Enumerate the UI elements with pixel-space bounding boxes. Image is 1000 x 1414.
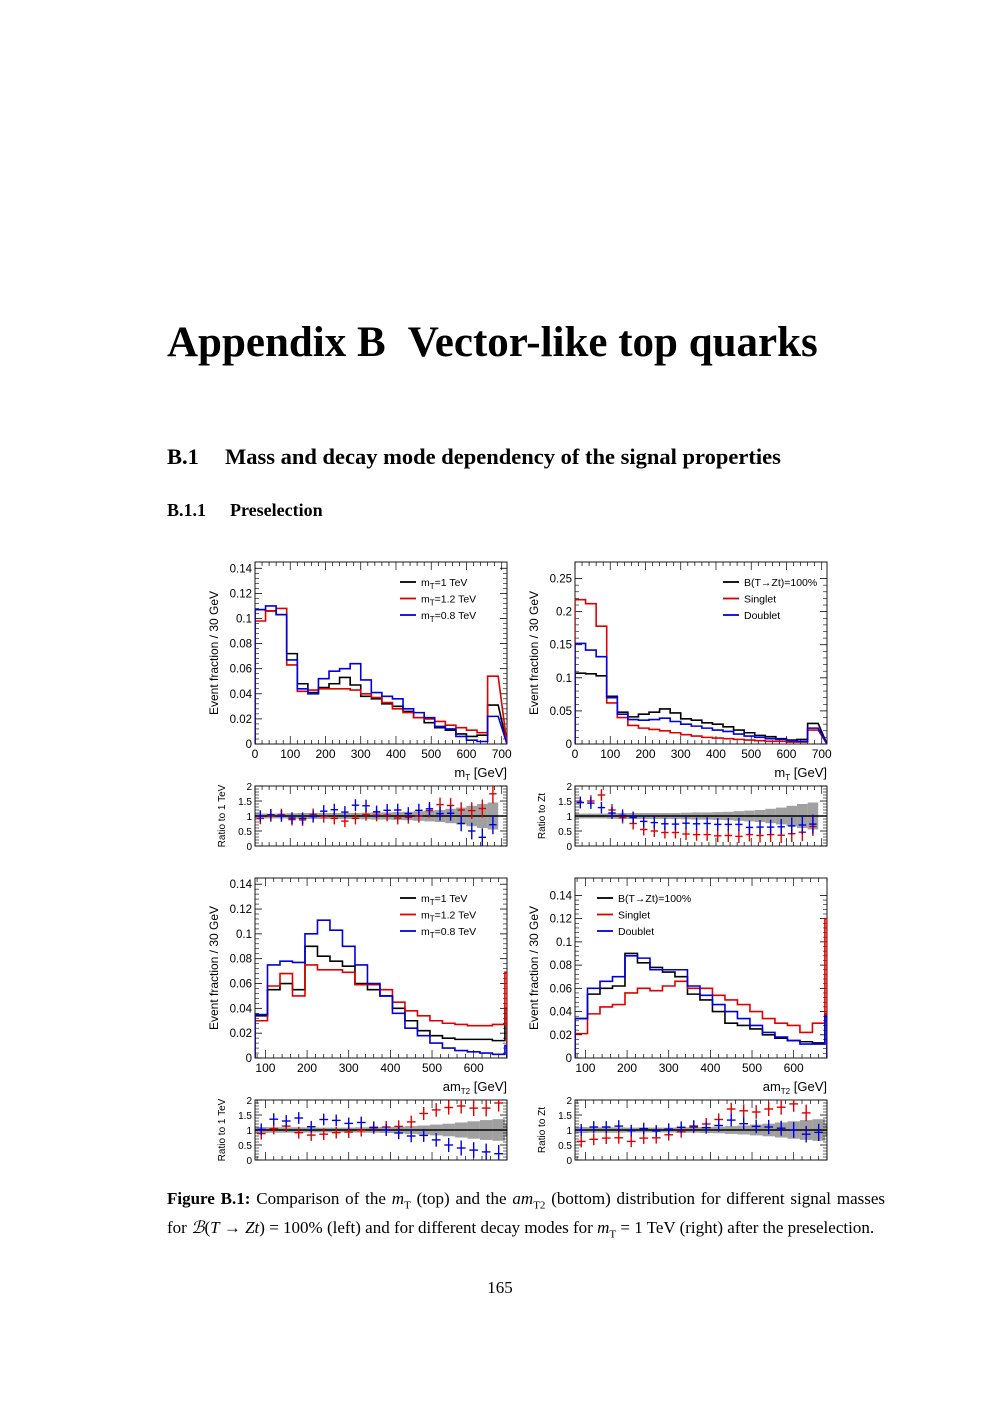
y-tick-label: 2 [246, 782, 252, 793]
x-tick-label: 300 [338, 1061, 359, 1075]
y-axis-title: Event fraction / 30 GeV [527, 590, 541, 716]
y-tick-label: 1.5 [238, 1111, 252, 1122]
chart-bottom-right [527, 878, 827, 1096]
x-tick-label: 700 [491, 747, 512, 761]
x-tick-label: 300 [658, 1061, 679, 1075]
x-tick-label: 400 [700, 1061, 721, 1075]
y-tick-label: 0.14 [229, 879, 252, 892]
x-tick-label: 500 [741, 747, 762, 761]
y-axis-title: Event fraction / 30 GeV [207, 590, 221, 716]
x-tick-label: 400 [385, 747, 406, 761]
y-axis-title: Ratio to 1 TeV [217, 784, 228, 848]
x-tick-label: 300 [670, 747, 691, 761]
legend-entry: $m_T=0.8$ TeV [421, 926, 477, 940]
y-tick-label: 0.15 [549, 639, 572, 652]
legend-entry: B(T→Zt)=100% [618, 893, 692, 905]
x-tick-label: 600 [776, 747, 797, 761]
y-tick-label: 0 [245, 1053, 252, 1065]
x-axis-title: $am_{T2}$ [GeV] [442, 1079, 507, 1096]
y-axis-title: Ratio to Zt [537, 1106, 548, 1154]
y-tick-label: 0.25 [549, 573, 572, 586]
y-tick-label: 0.04 [229, 688, 252, 701]
y-tick-label: 0.12 [229, 904, 252, 917]
series-black-histogram [255, 610, 507, 744]
y-tick-label: 1 [246, 812, 252, 823]
y-tick-label: 0.12 [229, 588, 252, 601]
legend-entry: Singlet [618, 909, 651, 922]
legend-entry: $m_T=1.2$ TeV [421, 593, 477, 608]
y-tick-label: 0.06 [229, 978, 252, 991]
series-red-histogram [255, 608, 507, 744]
legend-entry: Doublet [744, 610, 781, 622]
y-tick-label: 1.5 [238, 797, 252, 808]
y-tick-label: 0.5 [238, 1141, 252, 1152]
x-tick-label: 200 [617, 1061, 638, 1075]
y-tick-label: 0 [565, 1053, 572, 1065]
y-tick-label: 1 [246, 1126, 252, 1137]
x-tick-label: 600 [456, 747, 477, 761]
chart-ratio-bottom-right [537, 1096, 836, 1167]
y-tick-label: 0.5 [558, 827, 572, 838]
y-axis-title: Event fraction / 30 GeV [527, 905, 541, 1031]
y-axis-title: Event fraction / 30 GeV [207, 905, 221, 1031]
subsection-name: Preselection [230, 500, 323, 520]
x-tick-label: 100 [280, 747, 301, 761]
chart-top-left [207, 562, 512, 782]
chart-ratio-top-right [537, 782, 827, 853]
x-axis-title: $m_T$ [GeV] [774, 765, 827, 782]
y-axis-title: Ratio to Zt [537, 792, 548, 840]
y-tick-label: 0.5 [238, 827, 252, 838]
x-tick-label: 100 [600, 747, 621, 761]
plot-frame [575, 878, 827, 1058]
y-tick-label: 0 [566, 842, 572, 853]
x-tick-label: 500 [422, 1061, 443, 1075]
y-tick-label: 2 [566, 1096, 572, 1107]
y-tick-label: 0 [246, 842, 252, 853]
y-tick-label: 0.06 [229, 663, 252, 676]
x-tick-label: 0 [251, 747, 259, 761]
x-axis-title: $am_{T2}$ [GeV] [762, 1079, 827, 1096]
x-tick-label: 400 [380, 1061, 401, 1075]
x-tick-label: 400 [705, 747, 726, 761]
chart-ratio-top-left [217, 782, 507, 853]
series-blue-histogram [575, 643, 827, 744]
legend-entry: $m_T=1.2$ TeV [421, 909, 477, 924]
x-tick-label: 100 [255, 1061, 276, 1075]
series-blue-histogram [255, 606, 507, 744]
chart-bottom-left [207, 878, 507, 1096]
section-title [167, 444, 781, 470]
y-tick-label: 2 [566, 782, 572, 793]
series-red-histogram [255, 965, 507, 1058]
x-axis-title: $m_T$ [GeV] [454, 765, 507, 782]
x-tick-label: 300 [350, 747, 371, 761]
x-tick-label: 500 [421, 747, 442, 761]
y-tick-label: 0.2 [556, 606, 572, 619]
y-tick-label: 0 [565, 739, 572, 751]
y-tick-label: 0.06 [549, 983, 572, 996]
figure-caption [167, 1188, 885, 1246]
x-tick-label: 200 [635, 747, 656, 761]
legend-entry: Singlet [744, 593, 777, 606]
y-tick-label: 0.5 [558, 1141, 572, 1152]
y-tick-label: 0.14 [229, 563, 252, 576]
y-tick-label: 0.1 [236, 928, 252, 941]
chart-ratio-bottom-left [217, 1094, 516, 1167]
x-tick-label: 500 [742, 1061, 763, 1075]
plot-frame [255, 878, 507, 1058]
subsection-title [167, 500, 323, 521]
x-tick-label: 100 [575, 1061, 596, 1075]
plot-frame [575, 562, 827, 744]
y-tick-label: 0 [245, 739, 252, 751]
section-number: B.1 [167, 444, 199, 469]
y-tick-label: 0.05 [549, 705, 572, 718]
y-tick-label: 0.08 [549, 960, 572, 973]
y-tick-label: 0.04 [549, 1006, 572, 1019]
page-number: 165 [487, 1278, 513, 1297]
x-tick-label: 600 [783, 1061, 804, 1075]
legend-entry: Doublet [618, 926, 655, 938]
y-tick-label: 0.14 [549, 890, 572, 903]
y-tick-label: 1.5 [558, 797, 572, 808]
x-tick-label: 0 [571, 747, 579, 761]
y-tick-label: 0.02 [229, 1028, 252, 1041]
series-black-histogram [575, 673, 827, 744]
figure-b1 [200, 552, 840, 1172]
x-tick-label: 200 [297, 1061, 318, 1075]
subsection-number: B.1.1 [167, 500, 207, 520]
y-tick-label: 0.08 [229, 638, 252, 651]
y-tick-label: 0 [246, 1156, 252, 1167]
chapter-name: Vector-like top quarks [407, 319, 818, 366]
section-name: Mass and decay mode dependency of the signal properties [225, 444, 781, 469]
y-tick-label: 0.04 [229, 1003, 252, 1016]
y-tick-label: 1 [566, 812, 572, 823]
x-tick-label: 200 [315, 747, 336, 761]
x-tick-label: 700 [811, 747, 832, 761]
chart-top-right [527, 562, 832, 782]
y-tick-label: 0.1 [556, 672, 572, 685]
y-tick-label: 1 [566, 1126, 572, 1137]
y-tick-label: 0.1 [236, 613, 252, 626]
legend-entry: $m_T=0.8$ TeV [421, 610, 477, 624]
chapter-title [167, 318, 818, 367]
y-tick-label: 0.08 [229, 953, 252, 966]
series-red-histogram [575, 600, 827, 744]
legend-entry: $m_T=1$ TeV [421, 577, 468, 591]
caption-text: Comparison of the $m_T$ (top) and the $am_{T2}$ (bottom) distribution for different signal masses for ℬ(T → Zt) = 100% (left) and for different decay modes for $m_T = 1$ TeV (right) after the preselection. [167, 1189, 886, 1241]
y-axis-title: Ratio to 1 TeV [217, 1098, 228, 1162]
y-tick-label: 0 [566, 1156, 572, 1167]
y-tick-label: 1.5 [558, 1111, 572, 1122]
x-tick-label: 600 [463, 1061, 484, 1075]
y-tick-label: 0.02 [549, 1029, 572, 1042]
y-tick-label: 0.1 [556, 936, 572, 949]
legend-entry: $m_T=1$ TeV [421, 893, 468, 907]
caption-label: Figure B.1: [167, 1189, 251, 1208]
y-tick-label: 0.02 [229, 713, 252, 726]
y-tick-label: 0.12 [549, 913, 572, 926]
y-tick-label: 2 [246, 1096, 252, 1107]
legend-entry: B(T→Zt)=100% [744, 577, 818, 589]
chapter-number: Appendix B [167, 319, 386, 366]
